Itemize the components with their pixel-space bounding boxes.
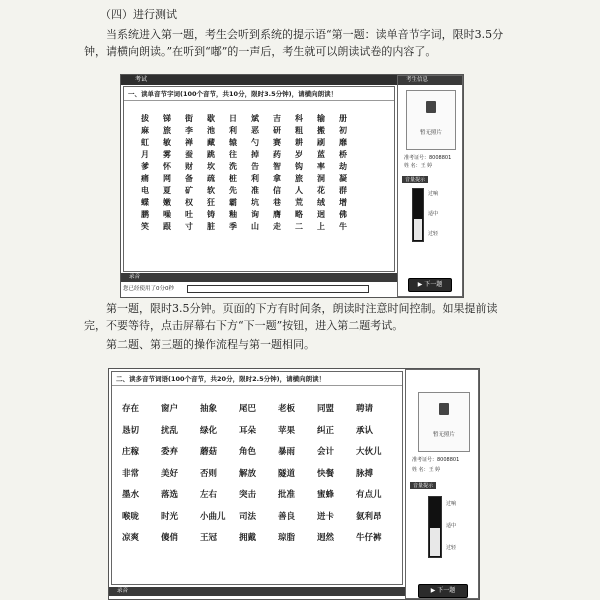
grid-cell: 疏 <box>207 173 215 183</box>
next-question-button[interactable] <box>418 584 468 598</box>
grid-cell: 群 <box>339 185 347 195</box>
grid-cell: 权 <box>185 197 193 207</box>
grid-cell: 凉爽 <box>122 533 140 543</box>
grid-cell: 花 <box>317 185 325 195</box>
grid-cell: 牛 <box>339 221 347 231</box>
grid-cell: 拥戴 <box>239 533 257 543</box>
grid-cell: 敏 <box>163 137 171 147</box>
grid-cell: 绿化 <box>200 425 218 436</box>
grid-cell: 财 <box>185 161 193 171</box>
grid-cell: 钩 <box>295 161 303 171</box>
grid-cell: 鹏 <box>141 209 149 219</box>
next-question-button[interactable] <box>408 278 452 292</box>
grid-cell: 傻俏 <box>161 533 179 543</box>
grid-cell: 初 <box>339 125 347 135</box>
grid-cell: 抽象 <box>200 404 218 414</box>
grid-cell: 窗户 <box>161 404 179 414</box>
grid-cell: 扰乱 <box>161 425 179 436</box>
volume-title: 音量提示 <box>410 482 436 489</box>
grid-cell: 巷 <box>273 197 281 207</box>
grid-cell: 痛 <box>141 173 149 183</box>
grid-cell: 粗 <box>295 125 303 135</box>
grid-cell: 暴雨 <box>278 447 296 457</box>
grid-cell: 左右 <box>200 490 218 500</box>
time-used: 您已经使用了0分0秒 <box>123 286 174 292</box>
grid-cell: 脏 <box>207 221 215 231</box>
grid-cell: 吐 <box>185 209 193 219</box>
grid-cell: 跳 <box>207 149 215 159</box>
grid-cell: 绒 <box>317 197 325 207</box>
grid-cell: 池 <box>207 125 215 135</box>
grid-cell: 科 <box>295 113 303 123</box>
grid-cell: 批准 <box>278 490 296 500</box>
exam-id: 准考证号：8008801 <box>404 155 452 161</box>
grid-cell: 角色 <box>239 447 257 457</box>
grid-cell: 蓝 <box>317 149 325 159</box>
grid-cell: 锑 <box>163 113 171 123</box>
instruction-paragraph-2: 第二题、第三题的操作流程与第一题相同。 <box>106 338 315 351</box>
grid-cell: 洞 <box>317 173 325 183</box>
grid-cell: 利 <box>251 173 259 183</box>
recording-status: 录音 <box>129 274 141 280</box>
grid-cell: 佛 <box>339 209 347 219</box>
grid-cell: 告 <box>251 161 259 171</box>
grid-cell: 虹 <box>141 137 149 147</box>
grid-cell: 街 <box>185 113 193 123</box>
grid-cell: 存在 <box>122 404 140 414</box>
grid-cell: 输 <box>317 113 325 123</box>
grid-cell: 委弃 <box>161 447 179 457</box>
grid-cell: 山 <box>251 221 259 231</box>
grid-cell: 拿 <box>273 173 281 183</box>
grid-cell: 同盟 <box>317 404 335 414</box>
grid-cell: 利 <box>229 125 237 135</box>
volume-level <box>414 219 422 240</box>
grid-cell: 蘑菇 <box>200 447 218 457</box>
grid-cell: 拔 <box>141 113 149 123</box>
syllable-grid <box>134 113 354 233</box>
grid-cell: 上 <box>317 221 325 231</box>
grid-cell: 日 <box>229 113 237 123</box>
grid-cell: 人 <box>295 185 303 195</box>
candidate-panel <box>405 369 479 599</box>
grid-cell: 承认 <box>356 425 374 436</box>
grid-cell: 突击 <box>239 490 257 500</box>
grid-cell: 霸 <box>229 197 237 207</box>
grid-cell: 尾巴 <box>239 404 257 414</box>
volume-label-medium: 适中 <box>446 523 457 529</box>
section-heading: （四）进行测试 <box>100 8 177 21</box>
grid-cell: 司法 <box>239 511 257 522</box>
question-title: 二、读多音节词语(100个音节，共20分，限时2.5分钟)，请横向朗读！ <box>112 372 402 386</box>
grid-cell: 王冠 <box>200 533 218 543</box>
candidate-panel <box>397 75 463 297</box>
grid-cell: 有点儿 <box>356 490 382 500</box>
grid-cell: 迸卡 <box>317 511 335 522</box>
grid-cell: 软 <box>207 185 215 195</box>
grid-cell: 夏 <box>163 185 171 195</box>
exam-screenshot-1 <box>120 74 464 298</box>
grid-cell: 会计 <box>317 447 335 457</box>
grid-cell: 靡 <box>339 137 347 147</box>
volume-level <box>430 528 440 556</box>
intro-paragraph: 当系统进入第一题，考生会听到系统的提示语“第一题：读单音节字词，限时3.5分钟，请横向朗读。”在听到“嘟”的一声后，考生就可以朗读试卷的内容了。 <box>84 28 504 58</box>
question-panel <box>123 86 395 272</box>
grid-cell: 询 <box>251 209 259 219</box>
grid-cell: 册 <box>339 113 347 123</box>
grid-cell: 爹 <box>141 161 149 171</box>
grid-cell: 蝶 <box>141 197 149 207</box>
photo-label: 暂无照片 <box>432 432 455 439</box>
grid-cell: 药 <box>273 149 281 159</box>
grid-cell: 禅 <box>185 137 193 147</box>
grid-cell: 电 <box>141 185 149 195</box>
grid-cell: 喉咙 <box>122 511 140 522</box>
grid-cell: 庄稼 <box>122 447 140 457</box>
grid-cell: 桥 <box>339 149 347 159</box>
grid-cell: 略 <box>295 209 303 219</box>
candidate-name: 姓 名：王 婷 <box>404 163 433 169</box>
grid-cell: 牛仔裤 <box>356 533 382 543</box>
grid-cell: 铸 <box>207 209 215 219</box>
recording-status: 录音 <box>117 588 129 594</box>
grid-cell: 耳朵 <box>239 425 257 436</box>
volume-label-medium: 适中 <box>428 211 439 217</box>
candidate-photo <box>418 392 470 452</box>
grid-cell: 劫 <box>339 161 347 171</box>
time-progress-bar <box>187 285 369 293</box>
grid-cell: 隧道 <box>278 468 296 479</box>
grid-cell: 聘请 <box>356 404 374 414</box>
photo-label: 暂无照片 <box>419 130 442 137</box>
grid-cell: 笑 <box>141 221 149 231</box>
grid-cell: 大伙儿 <box>356 447 382 457</box>
volume-meter <box>428 496 442 558</box>
grid-cell: 善良 <box>278 511 296 522</box>
grid-cell: 吉 <box>273 113 281 123</box>
candidate-photo <box>406 90 456 150</box>
grid-cell: 研 <box>273 125 281 135</box>
window-titlebar: 考试 <box>121 75 463 85</box>
grid-cell: 备 <box>185 173 193 183</box>
grid-cell: 走 <box>273 221 281 231</box>
volume-label-loud: 过响 <box>428 191 439 197</box>
volume-title: 音量提示 <box>402 176 428 183</box>
exam-screenshot-2 <box>108 368 480 600</box>
grid-cell: 快餐 <box>317 468 335 479</box>
grid-cell: 美好 <box>161 468 179 479</box>
grid-cell: 搬 <box>317 125 325 135</box>
grid-cell: 旅 <box>295 173 303 183</box>
grid-cell: 率 <box>317 161 325 171</box>
grid-cell: 否则 <box>200 468 218 479</box>
grid-cell: 膺 <box>273 209 281 219</box>
grid-cell: 时光 <box>161 511 179 522</box>
grid-cell: 荒 <box>295 197 303 207</box>
candidate-panel-title: 考生信息 <box>398 76 462 85</box>
grid-cell: 蚕 <box>185 149 193 159</box>
grid-cell: 二 <box>295 221 303 231</box>
grid-cell: 岁 <box>295 149 303 159</box>
volume-label-loud: 过响 <box>446 501 457 507</box>
exam-id: 准考证号：8008801 <box>412 457 460 463</box>
instruction-paragraph-1: 第一题，限时3.5分钟。页面的下方有时间条，朗读时注意时间控制。如果提前读完，不要等待，点击屏幕右下方“下一题”按钮，进入第二题考试。 <box>84 302 498 332</box>
grid-cell: 掉 <box>251 149 259 159</box>
volume-label-quiet: 过轻 <box>428 231 439 237</box>
grid-cell: 坑 <box>251 197 259 207</box>
recording-status-bar <box>109 587 405 596</box>
grid-cell: 歇 <box>207 113 215 123</box>
grid-cell: 季 <box>229 221 237 231</box>
next-button-label: 下一题 <box>424 281 443 288</box>
grid-cell: 雾 <box>163 149 171 159</box>
grid-cell: 噪 <box>163 209 171 219</box>
grid-cell: 脉搏 <box>356 468 374 479</box>
grid-cell: 准 <box>251 185 259 195</box>
grid-cell: 辕 <box>229 137 237 147</box>
question-title: 一、读单音节字词(100个音节，共10分，限时3.5分钟)，请横向朗读！ <box>124 87 394 101</box>
grid-cell: 信 <box>273 185 281 195</box>
photo-placeholder-icon <box>426 101 436 113</box>
grid-cell: 迥然 <box>317 533 335 543</box>
grid-cell: 增 <box>339 197 347 207</box>
grid-cell: 嫩 <box>163 197 171 207</box>
grid-cell: 桩 <box>229 173 237 183</box>
grid-cell: 恶 <box>251 125 259 135</box>
grid-cell: 怀 <box>163 161 171 171</box>
grid-cell: 凝 <box>339 173 347 183</box>
question-panel <box>111 371 403 585</box>
grid-cell: 恳切 <box>122 425 140 436</box>
arrow-right-icon: ▶ <box>417 281 425 288</box>
volume-meter <box>412 188 424 242</box>
grid-cell: 氨利昂 <box>356 511 382 522</box>
grid-cell: 苹果 <box>278 425 296 436</box>
grid-cell: 跟 <box>163 221 171 231</box>
arrow-right-icon: ▶ <box>430 587 438 594</box>
grid-cell: 迥 <box>317 209 325 219</box>
grid-cell: 先 <box>229 185 237 195</box>
candidate-name: 姓 名：王 婷 <box>412 467 441 473</box>
grid-cell: 洗 <box>229 161 237 171</box>
grid-cell: 老板 <box>278 404 296 414</box>
grid-cell: 耕 <box>295 137 303 147</box>
grid-cell: 小曲儿 <box>200 511 226 522</box>
grid-cell: 釉 <box>229 209 237 219</box>
recording-status-bar <box>121 273 397 282</box>
grid-cell: 藏 <box>207 137 215 147</box>
grid-cell: 刷 <box>317 137 325 147</box>
volume-label-quiet: 过轻 <box>446 545 457 551</box>
grid-cell: 智 <box>273 161 281 171</box>
grid-cell: 李 <box>185 125 193 135</box>
grid-cell: 寸 <box>185 221 193 231</box>
grid-cell: 斌 <box>251 113 259 123</box>
grid-cell: 往 <box>229 149 237 159</box>
word-grid <box>120 402 393 553</box>
grid-cell: 解放 <box>239 468 257 479</box>
grid-cell: 琼脂 <box>278 533 296 543</box>
grid-cell: 赛 <box>273 137 281 147</box>
grid-cell: 蜜蜂 <box>317 490 335 500</box>
grid-cell: 纠正 <box>317 425 335 436</box>
grid-cell: 网 <box>163 173 171 183</box>
grid-cell: 狂 <box>207 197 215 207</box>
grid-cell: 旅 <box>163 125 171 135</box>
grid-cell: 非常 <box>122 468 140 479</box>
photo-placeholder-icon <box>439 403 449 415</box>
next-button-label: 下一题 <box>437 587 456 594</box>
grid-cell: 矿 <box>185 185 193 195</box>
grid-cell: 落选 <box>161 490 179 500</box>
grid-cell: 坎 <box>207 161 215 171</box>
grid-cell: 月 <box>141 149 149 159</box>
grid-cell: 勺 <box>251 137 259 147</box>
grid-cell: 麻 <box>141 125 149 135</box>
grid-cell: 墨水 <box>122 490 140 500</box>
